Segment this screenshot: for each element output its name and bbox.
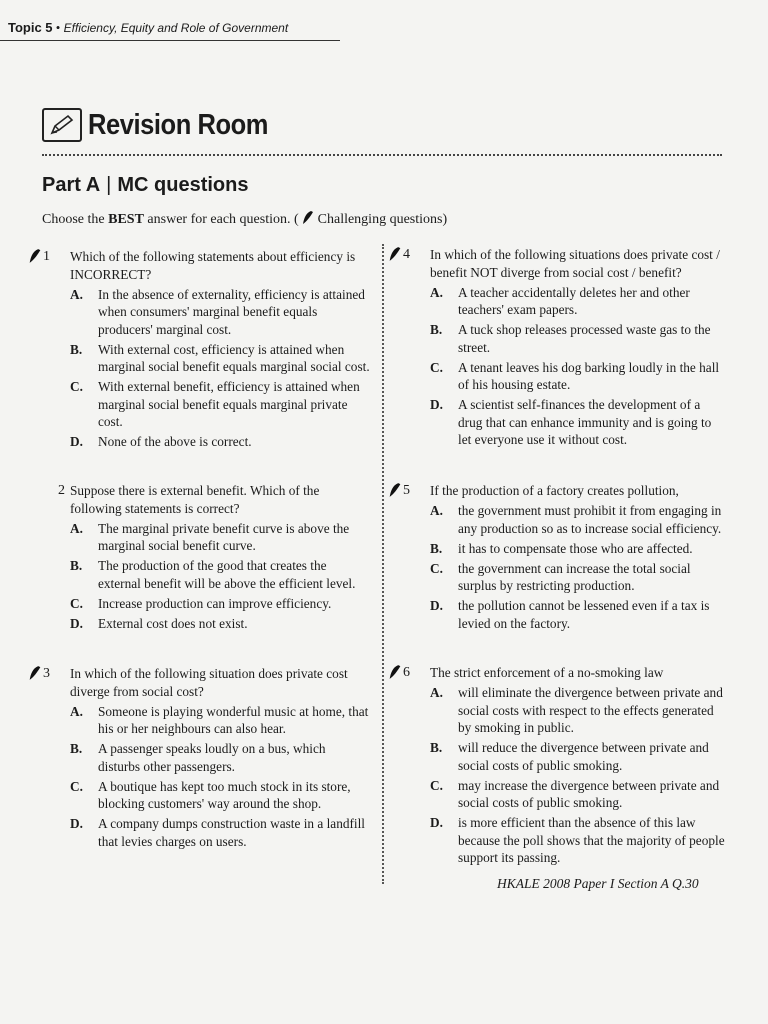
option-c[interactable] <box>430 560 726 595</box>
question-number-text: 4 <box>403 247 410 262</box>
question-stem: Which of the following statements about efficiency is INCORRECT? <box>70 249 356 282</box>
instruction-tail: Challenging questions) <box>314 212 448 227</box>
option-text: A tuck shop releases processed waste gas to the street. <box>458 322 711 355</box>
option-a[interactable] <box>430 684 726 737</box>
option-text: With external benefit, efficiency is attained when marginal social benefit equals marginal private cost. <box>98 379 360 429</box>
option-letter: B. <box>430 740 443 755</box>
option-b[interactable] <box>70 341 370 376</box>
option-letter: D. <box>70 816 83 831</box>
option-text: External cost does not exist. <box>98 615 248 631</box>
option-b[interactable] <box>430 540 726 558</box>
part-heading: Part A | MC questions <box>42 174 249 196</box>
option-letter: A. <box>430 685 443 700</box>
pencil-icon <box>42 108 82 142</box>
option-text: the pollution cannot be lessened even if a tax is levied on the factory. <box>458 598 710 631</box>
option-b[interactable] <box>430 739 726 774</box>
option-letter: C. <box>430 359 443 375</box>
option-letter: C. <box>430 777 443 793</box>
option-a[interactable] <box>430 502 726 537</box>
question-4 <box>403 246 726 449</box>
option-d[interactable] <box>70 433 370 451</box>
challenging-mark-icon <box>28 665 42 681</box>
option-letter: A. <box>430 503 443 518</box>
option-letter: C. <box>430 560 443 576</box>
question-6 <box>403 664 726 867</box>
question-number <box>28 248 68 266</box>
instruction-pre: Choose the <box>42 212 109 227</box>
question-2 <box>58 482 370 632</box>
option-text: Increase production can improve efficiency. <box>98 595 332 611</box>
option-text: the government can increase the total social surplus by restricting production. <box>458 560 691 593</box>
instruction-line <box>42 210 447 228</box>
option-c[interactable] <box>430 359 726 394</box>
dotted-divider <box>42 154 722 156</box>
question-number <box>388 246 428 264</box>
header-bullet: • <box>55 20 61 35</box>
question-1 <box>43 248 370 451</box>
option-a[interactable] <box>430 284 726 319</box>
option-text: A boutique has kept too much stock in its store, blocking customers' way around the shop. <box>98 778 351 811</box>
option-c[interactable] <box>430 777 726 812</box>
option-letter: B. <box>430 322 443 337</box>
option-a[interactable] <box>70 286 370 339</box>
option-d[interactable] <box>430 597 726 632</box>
option-d[interactable] <box>430 814 726 867</box>
option-letter: C. <box>70 595 83 611</box>
option-text: None of the above is correct. <box>98 434 252 449</box>
option-text: the government must prohibit it from engaging in any production so as to increase social efficiency. <box>458 503 722 536</box>
question-stem: Suppose there is external benefit. Which of the following statements is correct? <box>70 483 320 516</box>
option-letter: A. <box>430 284 443 300</box>
question-number-text: 6 <box>403 665 410 680</box>
option-a[interactable] <box>70 703 370 738</box>
revision-room-heading <box>42 108 293 142</box>
option-c[interactable] <box>70 778 370 813</box>
option-text: With external cost, efficiency is attained when marginal social benefit equals marginal social cost. <box>98 341 370 374</box>
question-number <box>28 482 98 500</box>
option-b[interactable] <box>70 740 370 775</box>
question-number <box>388 482 428 500</box>
question-number-text: 1 <box>43 249 50 264</box>
option-text: it has to compensate those who are affected. <box>458 540 693 556</box>
option-text: may increase the divergence between private and social costs of public smoking. <box>458 777 720 810</box>
question-stem: The strict enforcement of a no-smoking law <box>430 665 664 680</box>
option-letter: A. <box>70 703 83 719</box>
part-label: Part A <box>42 174 101 196</box>
option-letter: D. <box>70 615 83 631</box>
header-rule <box>0 40 340 41</box>
question-stem: If the production of a factory creates pollution, <box>430 483 679 498</box>
topic-label: Topic 5 <box>8 20 53 35</box>
question-number <box>388 664 428 682</box>
option-d[interactable] <box>430 396 726 449</box>
option-text: A company dumps construction waste in a landfill that levies charges on users. <box>98 816 365 849</box>
option-text: The marginal private benefit curve is above the marginal social benefit curve. <box>98 520 350 553</box>
option-text: will reduce the divergence between private and social costs of public smoking. <box>458 740 709 773</box>
column-divider <box>382 244 384 884</box>
option-text: The production of the good that creates the external benefit will be above the efficient level. <box>98 558 356 591</box>
option-b[interactable] <box>430 321 726 356</box>
option-letter: D. <box>430 815 443 830</box>
option-letter: A. <box>70 520 83 536</box>
challenging-mark-icon <box>302 210 314 225</box>
question-stem: In which of the following situations does private cost / benefit NOT diverge from social cost / benefit? <box>430 247 720 280</box>
option-text: In the absence of externality, efficiency is attained when consumers' marginal benefit equals producers' marginal cost. <box>98 286 365 337</box>
challenging-mark-icon <box>388 246 402 262</box>
option-letter: A. <box>70 286 83 302</box>
instruction-post: answer for each question. ( <box>143 212 299 227</box>
challenging-mark-icon <box>388 664 402 680</box>
option-letter: D. <box>430 397 443 412</box>
question-number-text: 5 <box>403 483 410 498</box>
option-text: will eliminate the divergence between private and social costs with respect to the effects generated by smoking in public. <box>458 685 723 735</box>
section-title: Revision Room <box>88 108 269 141</box>
option-text: A scientist self-finances the development of a drug that can enhance immunity and is going to let everyone use it without cost. <box>458 397 712 447</box>
option-letter: C. <box>70 379 83 394</box>
challenging-mark-icon <box>28 248 42 264</box>
option-b[interactable] <box>70 557 370 592</box>
instruction-bold: BEST <box>108 212 144 227</box>
option-d[interactable] <box>70 615 370 633</box>
option-letter: D. <box>70 434 83 449</box>
option-letter: B. <box>70 558 83 573</box>
option-text: A passenger speaks loudly on a bus, which disturbs other passengers. <box>98 741 326 774</box>
option-text: is more efficient than the absence of this law because the poll shows that the majority of people support its passing. <box>458 815 725 865</box>
topic-subtitle: Efficiency, Equity and Role of Government <box>63 21 289 35</box>
option-letter: C. <box>70 778 83 794</box>
question-3 <box>43 665 370 850</box>
option-c[interactable] <box>70 595 370 613</box>
question-stem: In which of the following situation does private cost diverge from social cost? <box>70 666 348 699</box>
option-a[interactable] <box>70 520 370 555</box>
challenging-mark-icon <box>388 482 402 498</box>
option-d[interactable] <box>70 815 370 850</box>
question-source: HKALE 2008 Paper I Section A Q.30 <box>497 876 699 891</box>
question-number-text: 3 <box>43 666 50 681</box>
question-number-text: 2 <box>58 483 65 498</box>
option-c[interactable] <box>70 378 370 431</box>
option-letter: B. <box>70 341 83 357</box>
page-header <box>8 20 288 36</box>
option-letter: B. <box>70 741 83 756</box>
option-text: A teacher accidentally deletes her and other teachers' exam papers. <box>458 284 690 317</box>
option-letter: D. <box>430 598 443 613</box>
option-text: A tenant leaves his dog barking loudly in the hall of his housing estate. <box>458 359 720 392</box>
part-title: MC questions <box>117 174 249 196</box>
option-letter: B. <box>430 540 443 556</box>
option-text: Someone is playing wonderful music at home, that his or her neighbours can also hear. <box>98 703 369 736</box>
question-number <box>28 665 68 683</box>
question-5 <box>403 482 726 632</box>
